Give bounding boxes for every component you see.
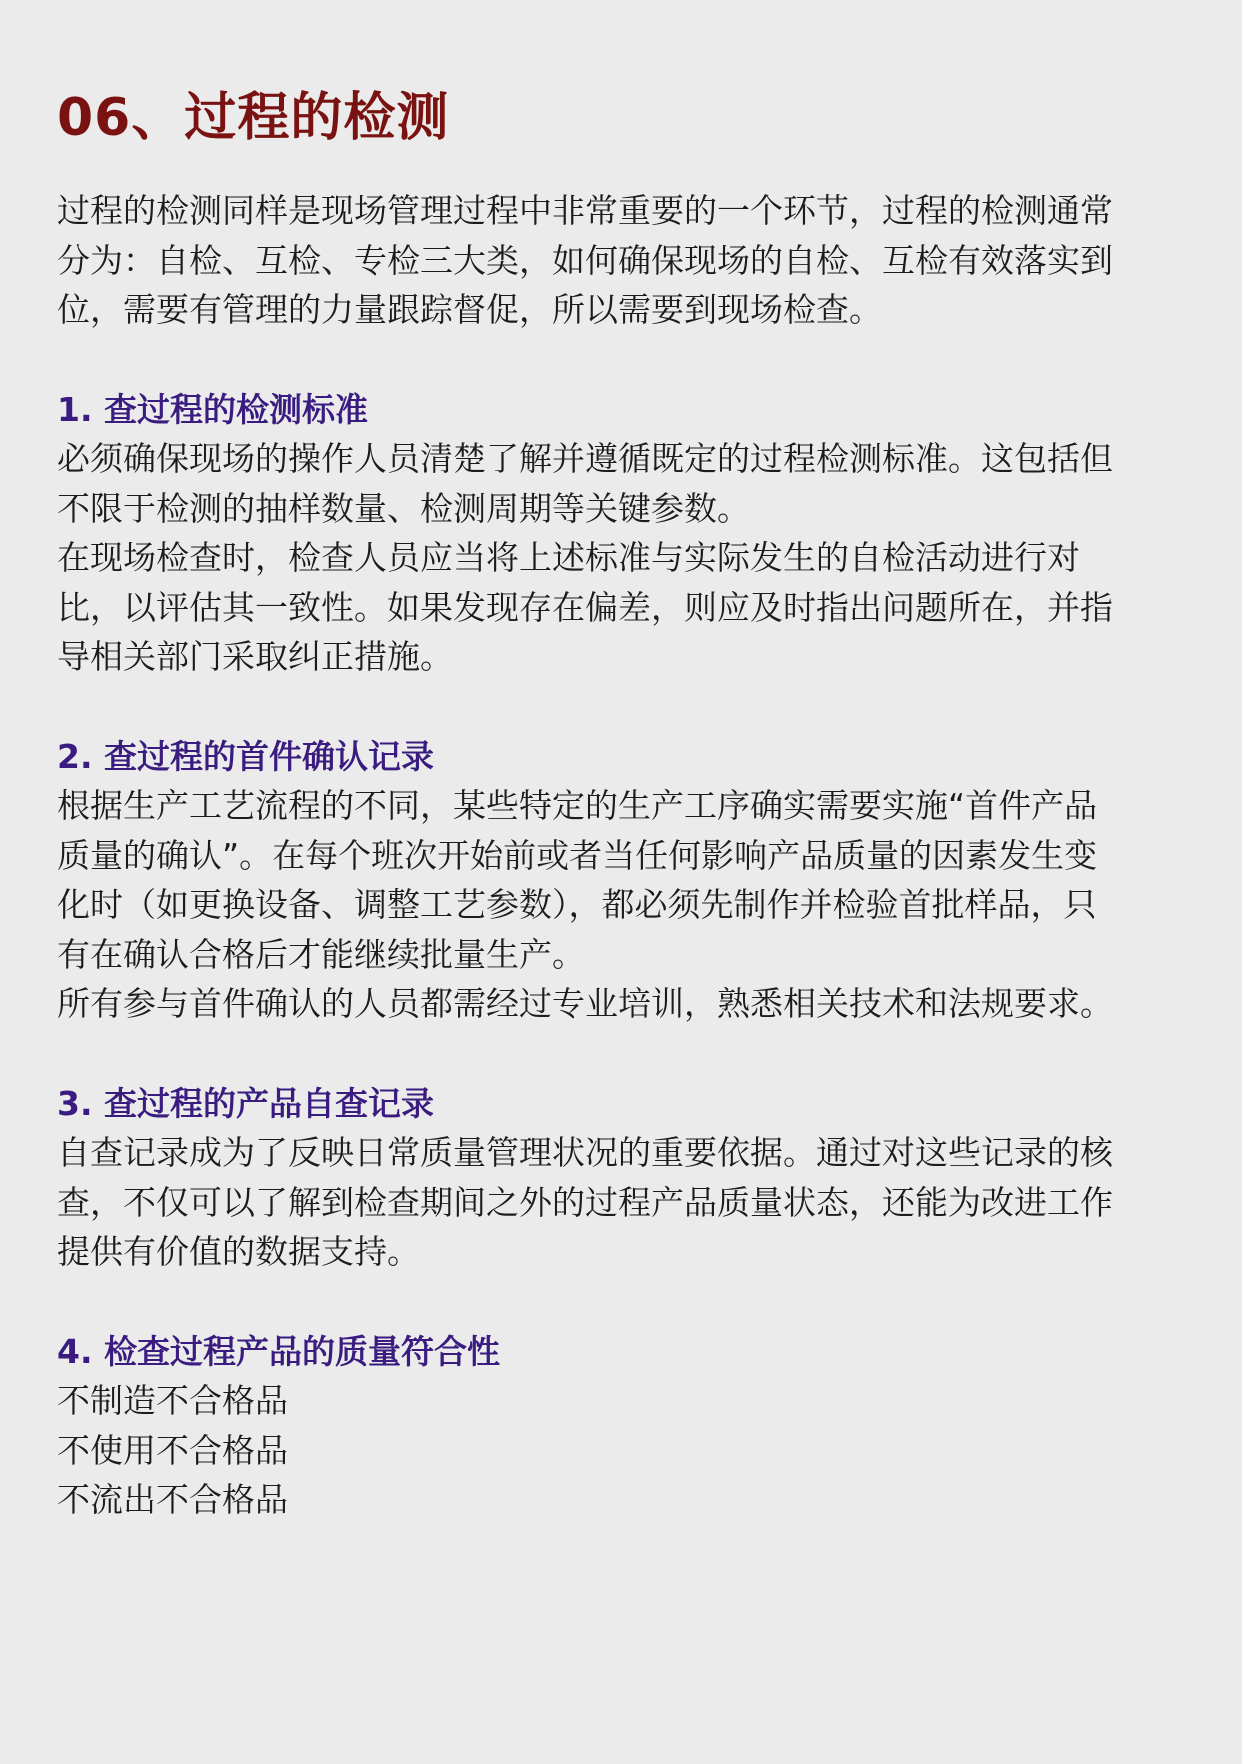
intro-line: 过程的检测同样是现场管理过程中非常重要的一个环节，过程的检测通常 [57,191,1113,230]
body-line: 在现场检查时，检查人员应当将上述标准与实际发生的自检活动进行对 [57,538,1080,577]
section-body [57,434,1186,682]
intro-line: 分为：自检、互检、专检三大类，如何确保现场的自检、互检有效落实到 [57,240,1113,280]
section-heading: 3. 查过程的产品自查记录 [57,1083,434,1123]
section-heading: 1. 查过程的检测标准 [57,389,368,429]
intro-paragraph [57,186,1186,335]
body-line: 有在确认合格后才能继续批量生产。 [57,934,585,974]
body-line: 不使用不合格品 [57,1430,288,1470]
section-body [57,1128,1186,1277]
body-line: 不流出不合格品 [57,1480,288,1519]
body-line: 不限于检测的抽样数量、检测周期等关键参数。 [57,488,750,528]
body-line: 必须确保现场的操作人员清楚了解并遵循既定的过程检测标准。这包括但 [57,439,1113,478]
section-heading: 4. 检查过程产品的质量符合性 [57,1331,500,1371]
body-line: 所有参与首件确认的人员都需经过专业培训，熟悉相关技术和法规要求。 [57,984,1113,1023]
body-line: 质量的确认”。在每个班次开始前或者当任何影响产品质量的因素发生变 [57,835,1098,875]
body-line: 查，不仅可以了解到检查期间之外的过程产品质量状态，还能为改进工作 [57,1182,1113,1222]
section-body [57,781,1186,1029]
body-line: 化时（如更换设备、调整工艺参数），都必须先制作并检验首批样品，只 [57,885,1097,924]
body-line: 提供有价值的数据支持。 [57,1232,420,1271]
section-first-article-record [57,732,1186,1029]
section-detection-standard [57,385,1186,682]
page-title: 06、过程的检测 [57,88,450,148]
section-quality-conformity [57,1327,1186,1525]
body-line: 自查记录成为了反映日常质量管理状况的重要依据。通过对这些记录的核 [57,1133,1113,1172]
section-heading: 2. 查过程的首件确认记录 [57,736,434,776]
body-line: 比，以评估其一致性。如果发现存在偏差，则应及时指出问题所在，并指 [57,587,1113,627]
body-line: 根据生产工艺流程的不同，某些特定的生产工序确实需要实施“首件产品 [57,786,1098,825]
section-self-check-record [57,1079,1186,1277]
body-line: 导相关部门采取纠正措施。 [57,637,453,676]
section-body [57,1376,1186,1525]
body-line: 不制造不合格品 [57,1381,288,1420]
intro-line: 位，需要有管理的力量跟踪督促，所以需要到现场检查。 [57,290,882,329]
